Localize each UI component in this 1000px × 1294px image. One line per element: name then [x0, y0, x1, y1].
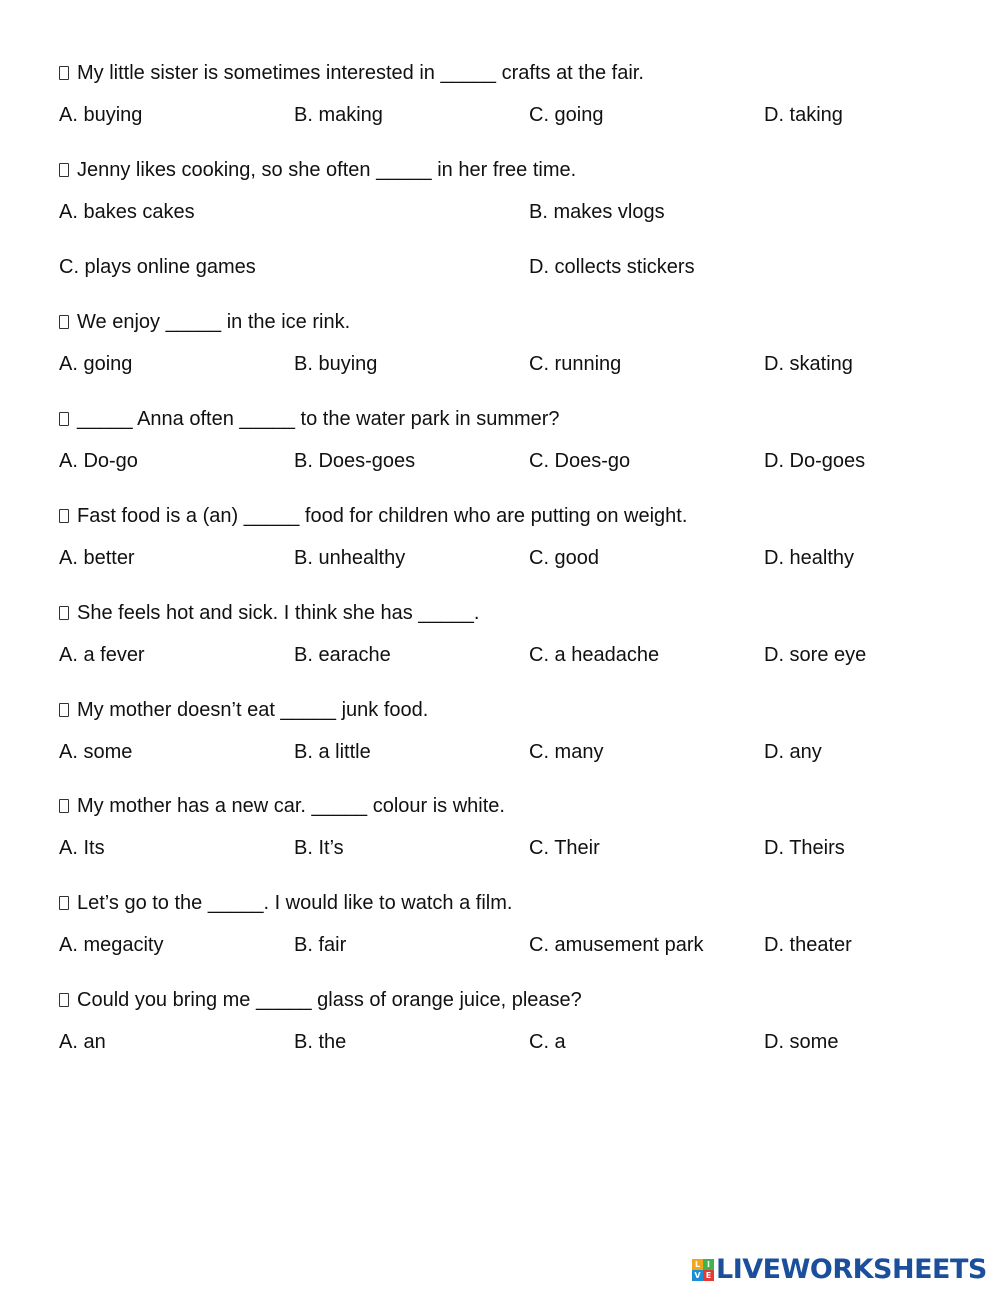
missing-glyph-box-icon — [59, 606, 69, 620]
answer-option-b[interactable]: B. Does-goes — [294, 450, 416, 472]
question-stem — [59, 155, 576, 185]
answer-option-c[interactable]: C. running — [529, 353, 622, 375]
answer-option-b[interactable]: B. buying — [294, 353, 378, 375]
answer-option-c[interactable]: C. going — [529, 104, 604, 126]
answer-option-d[interactable]: D. healthy — [764, 547, 855, 569]
answer-option-a[interactable]: A. Do-go — [59, 450, 138, 472]
question-stem — [59, 791, 505, 821]
answer-option-a[interactable]: A. better — [59, 547, 135, 569]
answer-option-b[interactable]: B. makes vlogs — [529, 201, 665, 223]
answer-option-d[interactable]: D. Theirs — [764, 837, 845, 859]
answer-option-b[interactable]: B. making — [294, 104, 383, 126]
missing-glyph-box-icon — [59, 993, 69, 1007]
answer-option-b[interactable]: B. earache — [294, 644, 391, 666]
question-text: Jenny likes cooking, so she often _____ in her free time. — [77, 159, 577, 181]
question-10 — [59, 985, 959, 1085]
answer-option-c[interactable]: C. a headache — [529, 644, 660, 666]
logo-text: LIVEWORKSHEETS — [716, 1254, 987, 1285]
answer-option-b[interactable]: B. unhealthy — [294, 547, 406, 569]
answer-option-a[interactable]: A. megacity — [59, 934, 164, 956]
logo-mark-letter: L — [692, 1259, 703, 1270]
question-text: Fast food is a (an) _____ food for children who are putting on weight. — [77, 505, 688, 527]
answer-option-a[interactable]: A. going — [59, 353, 133, 375]
question-stem — [59, 501, 687, 531]
answer-option-d[interactable]: D. some — [764, 1031, 839, 1053]
answer-option-b[interactable]: B. It’s — [294, 837, 344, 859]
logo-mark-letter: I — [703, 1259, 714, 1270]
answer-option-a[interactable]: A. a fever — [59, 644, 145, 666]
question-stem — [59, 404, 560, 434]
question-text: She feels hot and sick. I think she has _____. — [77, 602, 480, 624]
answer-option-c[interactable]: C. amusement park — [529, 934, 704, 956]
question-text: Could you bring me _____ glass of orange juice, please? — [77, 989, 582, 1011]
missing-glyph-box-icon — [59, 163, 69, 177]
question-2 — [59, 155, 959, 278]
answer-option-a[interactable]: A. an — [59, 1031, 106, 1053]
question-stem — [59, 985, 582, 1015]
question-6 — [59, 598, 959, 698]
answer-option-c[interactable]: C. plays online games — [59, 256, 256, 278]
missing-glyph-box-icon — [59, 66, 69, 80]
answer-option-b[interactable]: B. fair — [294, 934, 347, 956]
question-8 — [59, 791, 959, 891]
answer-option-b[interactable]: B. a little — [294, 741, 371, 763]
missing-glyph-box-icon — [59, 412, 69, 426]
question-stem — [59, 307, 350, 337]
logo-mark-icon — [692, 1259, 714, 1281]
answer-option-d[interactable]: D. any — [764, 741, 822, 763]
question-text: Let’s go to the _____. I would like to watch a film. — [77, 892, 513, 914]
question-text: We enjoy _____ in the ice rink. — [77, 311, 351, 333]
question-text: My mother doesn’t eat _____ junk food. — [77, 699, 429, 721]
answer-option-b[interactable]: B. the — [294, 1031, 347, 1053]
missing-glyph-box-icon — [59, 896, 69, 910]
question-3 — [59, 307, 959, 407]
answer-option-c[interactable]: C. a — [529, 1031, 566, 1053]
answer-option-a[interactable]: A. buying — [59, 104, 143, 126]
answer-option-d[interactable]: D. taking — [764, 104, 843, 126]
question-9 — [59, 888, 959, 988]
question-text: My little sister is sometimes interested in _____ crafts at the fair. — [77, 62, 644, 84]
answer-option-d[interactable]: D. collects stickers — [529, 256, 695, 278]
answer-option-c[interactable]: C. Their — [529, 837, 600, 859]
question-text: My mother has a new car. _____ colour is white. — [77, 795, 505, 817]
answer-option-d[interactable]: D. sore eye — [764, 644, 867, 666]
answer-option-d[interactable]: D. skating — [764, 353, 853, 375]
question-4 — [59, 404, 959, 504]
question-text: _____ Anna often _____ to the water park in summer? — [77, 408, 560, 430]
answer-option-a[interactable]: A. some — [59, 741, 133, 763]
answer-option-c[interactable]: C. Does-go — [529, 450, 631, 472]
answer-option-a[interactable]: A. Its — [59, 837, 105, 859]
liveworksheets-logo — [692, 1253, 987, 1287]
answer-option-c[interactable]: C. good — [529, 547, 600, 569]
answer-option-c[interactable]: C. many — [529, 741, 604, 763]
answer-option-a[interactable]: A. bakes cakes — [59, 201, 195, 223]
missing-glyph-box-icon — [59, 509, 69, 523]
question-7 — [59, 695, 959, 795]
question-5 — [59, 501, 959, 601]
answer-option-d[interactable]: D. Do-goes — [764, 450, 866, 472]
question-stem — [59, 598, 479, 628]
question-1 — [59, 58, 959, 158]
logo-mark-letter: V — [692, 1270, 703, 1281]
missing-glyph-box-icon — [59, 799, 69, 813]
question-stem — [59, 695, 428, 725]
answer-option-d[interactable]: D. theater — [764, 934, 852, 956]
question-stem — [59, 888, 512, 918]
logo-mark-letter: E — [703, 1270, 714, 1281]
missing-glyph-box-icon — [59, 703, 69, 717]
missing-glyph-box-icon — [59, 315, 69, 329]
question-stem — [59, 58, 644, 88]
